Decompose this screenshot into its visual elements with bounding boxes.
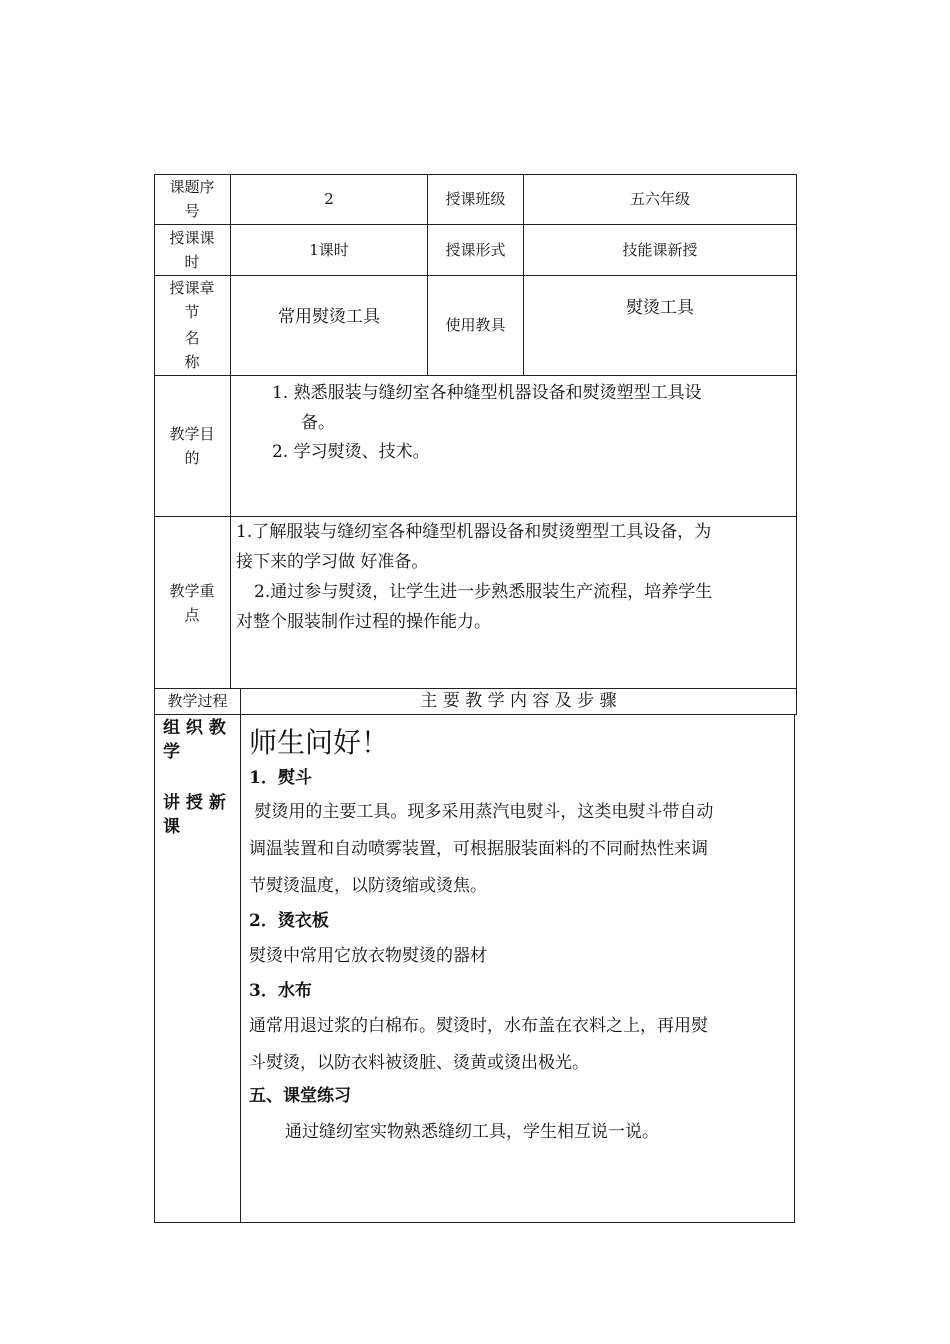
class-grade-value: 五六年级: [629, 190, 690, 208]
chapter-name-value: 常用熨烫工具: [278, 307, 380, 327]
side-label-organize-2: 学: [163, 742, 180, 762]
section-5-title: 五、课堂练习: [249, 1086, 351, 1106]
class-hours-value: 1课时: [309, 241, 349, 259]
table-border: [154, 375, 797, 376]
section-1-line: 调温装置和自动喷雾装置，可根据服装面料的不同耐热性来调: [249, 839, 708, 859]
objectives-label: 教学目的: [169, 425, 215, 467]
class-number-label: 课题序号: [169, 178, 215, 220]
class-grade-label: 授课班级: [445, 190, 506, 208]
objective-item-1-cont: 备。: [301, 413, 335, 433]
key-point-line: 2.通过参与熨烫，让学生进一步熟悉服装生产流程，培养学生: [254, 582, 713, 602]
section-1-title: 1．熨斗: [249, 768, 312, 788]
greeting: 师生问好！: [249, 726, 390, 759]
side-label-new-lesson-2: 课: [163, 817, 180, 837]
teaching-aids-value: 熨烫工具: [626, 298, 694, 318]
class-form-value: 技能课新授: [622, 241, 698, 259]
objective-item-2: 2. 学习熨烫、技术。: [272, 442, 430, 462]
key-point-line: 接下来的学习做 好准备。: [236, 552, 429, 572]
table-border: [154, 275, 797, 276]
chapter-name-label-2: 名: [184, 329, 200, 347]
table-border: [154, 1222, 795, 1223]
key-point-line: 1.了解服装与缝纫室各种缝型机器设备和熨烫塑型工具设备，为: [236, 522, 712, 542]
table-border: [240, 688, 241, 1223]
section-1-line: 节熨烫温度，以防烫缩或烫焦。: [249, 876, 487, 896]
section-1-line: 熨烫用的主要工具。现多采用蒸汽电熨斗，这类电熨斗带自动: [249, 802, 714, 822]
class-form-label: 授课形式: [445, 241, 506, 259]
table-border: [154, 174, 797, 175]
section-5-line: 通过缝纫室实物熟悉缝纫工具，学生相互说一说。: [285, 1122, 659, 1142]
section-3-title: 3．水布: [249, 981, 312, 1001]
chapter-name-label: 授课章节: [169, 279, 215, 321]
objective-item-1: 1. 熟悉服装与缝纫室各种缝型机器设备和熨烫塑型工具设: [272, 383, 702, 403]
process-label: 教学过程: [167, 692, 228, 710]
table-border: [154, 224, 797, 225]
key-point-line: 对整个服装制作过程的操作能力。: [236, 612, 491, 632]
section-2-title: 2．烫衣板: [249, 911, 329, 931]
side-label-organize: 组 织 教: [163, 718, 226, 738]
section-3-line: 通常用退过浆的白棉布。熨烫时，水布盖在衣料之上，再用熨: [249, 1016, 708, 1036]
class-hours-label: 授课课时: [169, 229, 215, 271]
table-border: [796, 174, 797, 715]
class-number-value: 2: [324, 190, 334, 208]
teaching-aids-label: 使用教具: [445, 316, 506, 334]
table-border: [154, 714, 797, 715]
process-header: 主 要 教 学 内 容 及 步 骤: [420, 691, 617, 711]
key-points-label: 教学重点: [169, 582, 215, 624]
table-border: [794, 714, 795, 1223]
section-3-line: 斗熨烫，以防衣料被烫脏、烫黄或烫出极光。: [249, 1053, 589, 1073]
side-label-new-lesson: 讲 授 新: [163, 793, 226, 813]
section-2-line: 熨烫中常用它放衣物熨烫的器材: [249, 946, 487, 966]
chapter-name-label-3: 称: [184, 353, 200, 371]
